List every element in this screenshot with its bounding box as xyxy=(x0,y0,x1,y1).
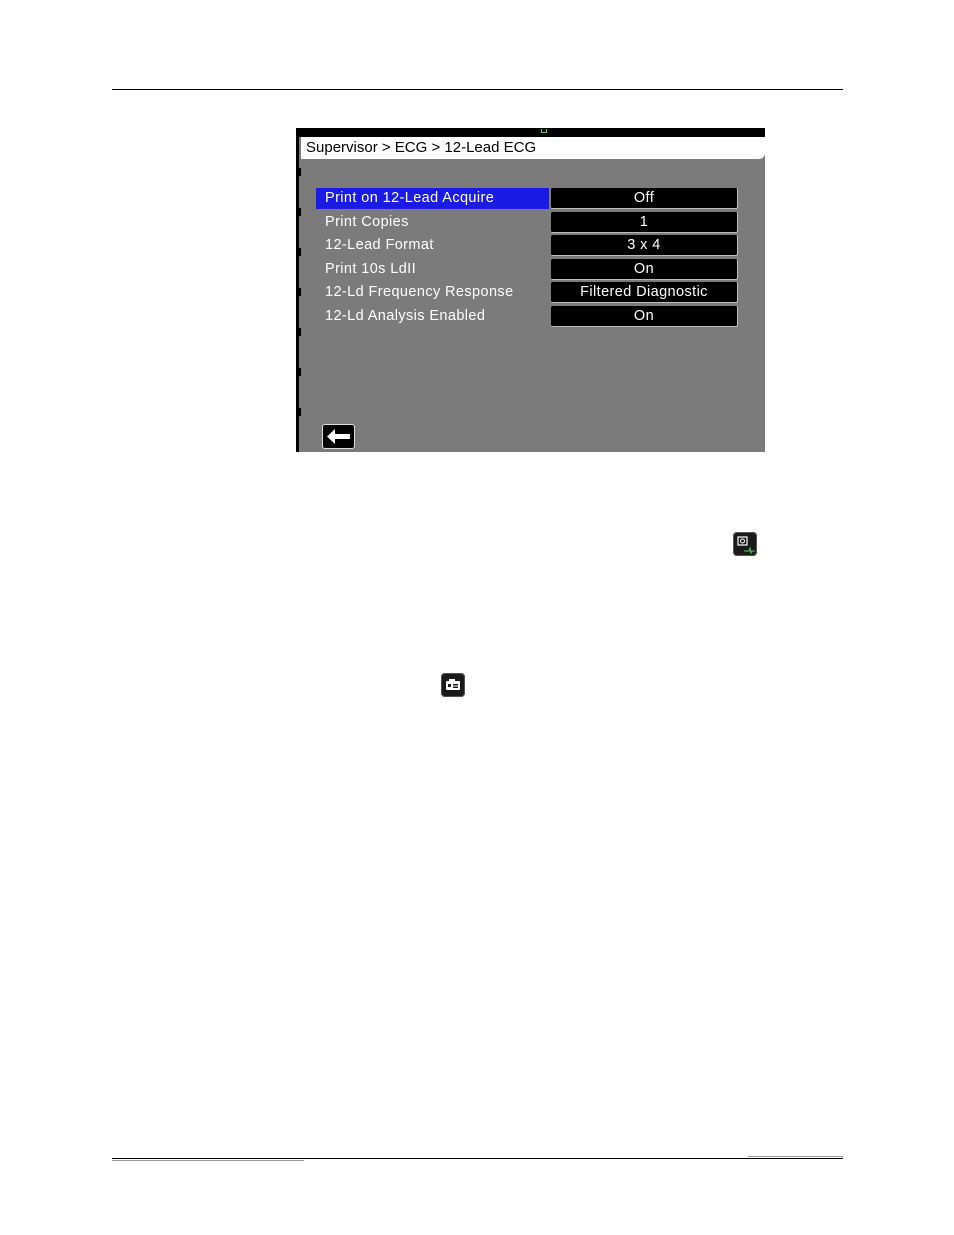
setting-label: 12-Ld Frequency Response xyxy=(325,284,514,300)
setting-label: 12-Ld Analysis Enabled xyxy=(325,307,486,324)
setting-label: Print on 12-Lead Acquire xyxy=(316,188,549,209)
setting-value[interactable]: On xyxy=(551,306,738,327)
ecg-snapshot-icon xyxy=(733,532,757,556)
setting-label: Print 10s LdII xyxy=(325,260,417,277)
status-bar xyxy=(299,128,765,137)
setting-row-print-10s-ldii[interactable] xyxy=(316,259,738,280)
setting-value[interactable]: Off xyxy=(551,188,738,209)
settings-list xyxy=(316,188,738,329)
header-rule xyxy=(112,89,843,90)
menu-settings-icon xyxy=(441,673,465,697)
screen-edge-marks xyxy=(299,168,301,448)
setting-value[interactable]: 3 x 4 xyxy=(551,235,738,256)
footer-rule xyxy=(112,1158,843,1159)
back-arrow-icon xyxy=(323,425,354,448)
setting-row-12-lead-format[interactable] xyxy=(316,235,738,256)
device-screen xyxy=(296,128,765,452)
setting-value[interactable]: Filtered Diagnostic xyxy=(551,282,738,303)
back-button[interactable] xyxy=(322,424,355,449)
status-indicator xyxy=(541,129,547,133)
footer-rule-accent xyxy=(112,1160,304,1161)
footer-rule-accent xyxy=(748,1156,843,1157)
setting-row-print-copies[interactable] xyxy=(316,212,738,233)
setting-label: 12-Lead Format xyxy=(325,237,434,253)
setting-value[interactable]: 1 xyxy=(551,212,738,233)
setting-row-frequency-response[interactable] xyxy=(316,282,738,303)
setting-value[interactable]: On xyxy=(551,259,738,280)
setting-label: Print Copies xyxy=(325,213,409,230)
setting-row-analysis-enabled[interactable] xyxy=(316,306,738,327)
setting-row-print-on-acquire[interactable] xyxy=(316,188,738,209)
breadcrumb: Supervisor > ECG > 12-Lead ECG xyxy=(301,137,765,159)
